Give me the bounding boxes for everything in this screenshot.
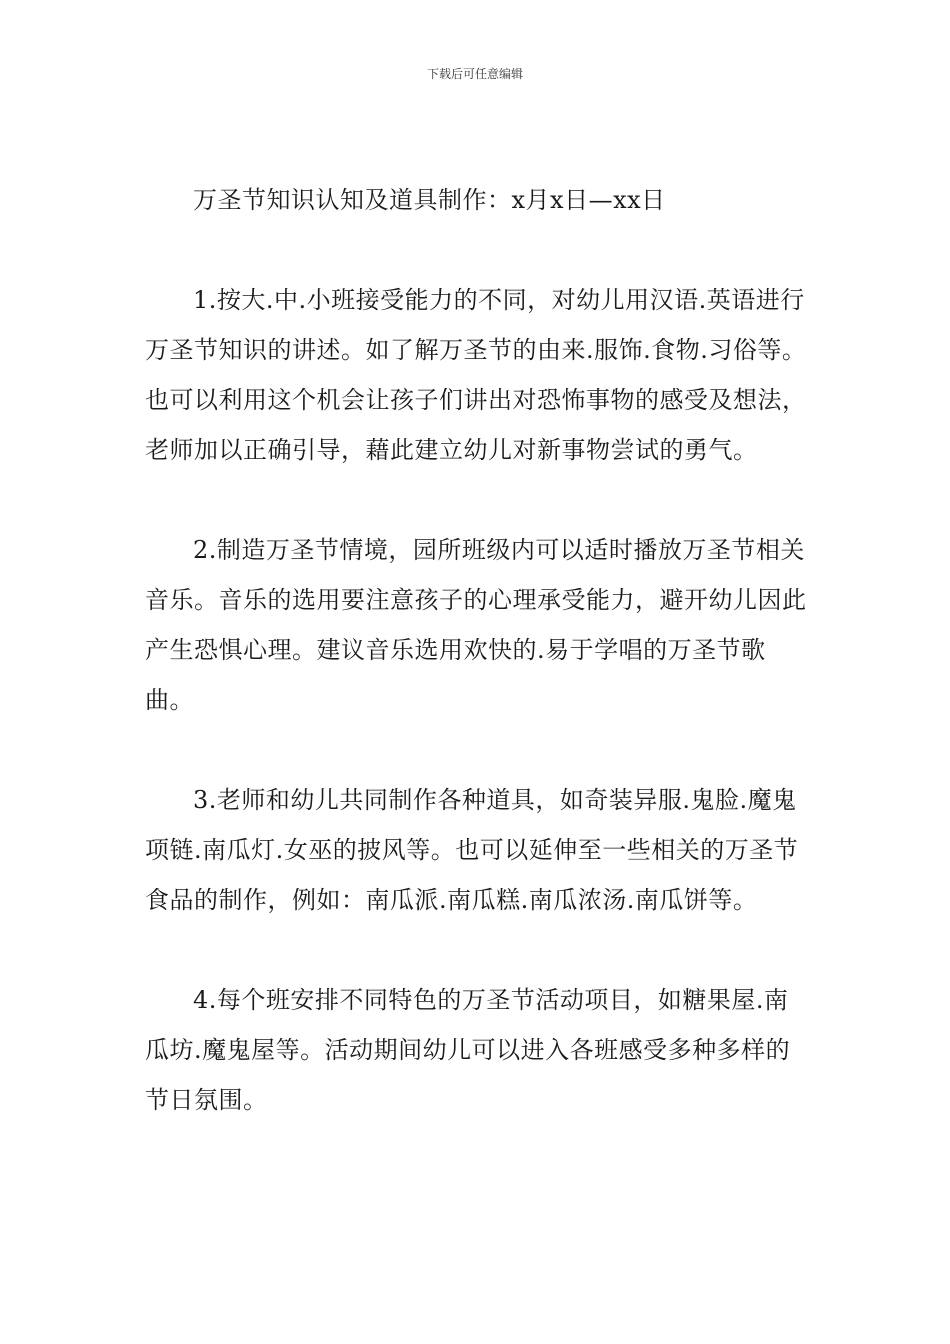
document-body xyxy=(145,175,810,1125)
paragraph-2: 2.制造万圣节情境，园所班级内可以适时播放万圣节相关音乐。音乐的选用要注意孩子的心理承受能力，避开幼儿因此产生恐惧心理。建议音乐选用欢快的.易于学唱的万圣节歌曲。 xyxy=(145,536,807,714)
heading-line: 万圣节知识认知及道具制作：x月x日—xx日 xyxy=(193,186,666,214)
paragraph-4: 4.每个班安排不同特色的万圣节活动项目，如糖果屋.南瓜坊.魔鬼屋等。活动期间幼儿可以进入各班感受多种多样的节日氛围。 xyxy=(145,986,791,1114)
paragraph-3: 3.老师和幼儿共同制作各种道具，如奇装异服.鬼脸.魔鬼项链.南瓜灯.女巫的披风等。也可以延伸至一些相关的万圣节食品的制作，例如：南瓜派.南瓜糕.南瓜浓汤.南瓜饼等。 xyxy=(145,786,799,914)
paragraph-1: 1.按大.中.小班接受能力的不同，对幼儿用汉语.英语进行万圣节知识的讲述。如了解万圣节的由来.服饰.食物.习俗等。也可以利用这个机会让孩子们讲出对恐怖事物的感受及想法，老师加以正确引导，藉此建立幼儿对新事物尝试的勇气。 xyxy=(145,286,807,464)
page-header-note: 下载后可任意编辑 xyxy=(426,67,523,81)
